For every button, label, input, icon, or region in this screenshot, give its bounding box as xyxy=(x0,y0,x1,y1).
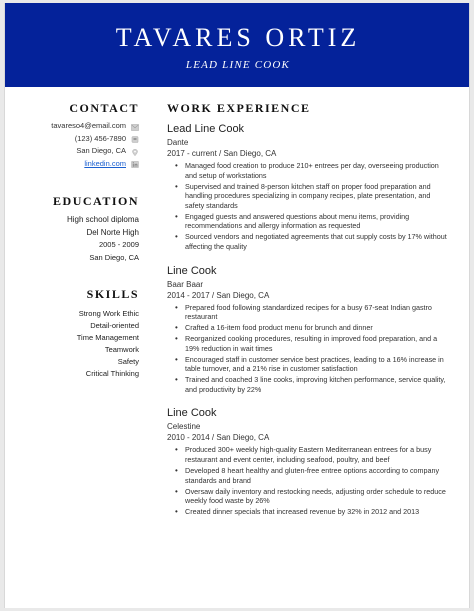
candidate-name: TAVARES ORTIZ xyxy=(115,23,361,52)
job-bullet: • Trained and coached 3 line cooks, improving kitchen performance, service quality, and productivity by 22% xyxy=(171,375,447,394)
email-text: tavareso4@email.com xyxy=(51,121,126,130)
job-company: Celestine xyxy=(167,422,201,432)
skill-item: Safety xyxy=(117,357,139,366)
skills-list xyxy=(15,308,139,380)
work-experience-heading: WORK EXPERIENCE xyxy=(167,101,311,115)
job-bullet: • Reorganized cooking procedures, resulting in improved food preparation, and a 19% reduction in wait times xyxy=(171,334,447,353)
education-years: 2005 - 2009 xyxy=(98,240,139,249)
education-location: San Diego, CA xyxy=(89,252,139,262)
job-bullet: • Crafted a 16-item food product menu for brunch and dinner xyxy=(171,323,447,333)
right-column xyxy=(167,100,447,518)
job-bullet: • Engaged guests and answered questions about menu items, providing recommendations and allergy information as requested xyxy=(171,212,447,231)
envelope-icon xyxy=(131,123,139,130)
job-dates-location: 2014 - 2017 / San Diego, CA xyxy=(167,290,270,300)
contact-heading: CONTACT xyxy=(69,101,139,115)
job-bullets xyxy=(171,303,447,395)
job-bullet: • Produced 300+ weekly high-quality Eastern Mediterranean entrees for a busy restaurant and event center, including seafood, poultry, and beef xyxy=(171,445,447,464)
education-school: Del Norte High xyxy=(86,227,139,237)
contact-email xyxy=(15,120,139,133)
job-company: Baar Baar xyxy=(167,279,204,289)
skill-item: Detail-oriented xyxy=(90,321,139,330)
left-column xyxy=(15,100,139,380)
skill-item: Strong Work Ethic xyxy=(78,309,139,318)
job-bullet: • Supervised and trained 8-person kitchen staff on proper food preparation and handling procedures specializing in company recipes, plate presentation, and safety standards xyxy=(171,182,447,211)
phone-text: (123) 456-7890 xyxy=(74,133,126,143)
job-bullets xyxy=(171,161,447,252)
job-title: Line Cook xyxy=(167,407,217,420)
contact-phone xyxy=(15,133,139,146)
job-bullet: • Oversaw daily inventory and restocking needs, adjusting order schedule to reduce weekly food waste by 26% xyxy=(171,487,447,506)
job-bullet: • Prepared food following standardized recipes for a busy 67-seat Indian gastro restaurant xyxy=(171,303,447,322)
job-bullets xyxy=(171,445,447,516)
contact-block xyxy=(15,120,139,170)
skill-item: Time Management xyxy=(76,333,139,342)
job-bullet: • Encouraged staff in customer service best practices, leading to a 16% increase in table turnover, and a 21% rise in customer satisfaction xyxy=(171,355,447,374)
location-text: San Diego, CA xyxy=(76,146,126,155)
phone-icon xyxy=(131,135,139,142)
contact-location xyxy=(15,145,139,158)
candidate-title: LEAD LINE COOK xyxy=(185,59,291,71)
education-block xyxy=(15,214,139,264)
job-entry xyxy=(167,264,447,395)
linkedin-link[interactable]: linkedin.com xyxy=(84,158,126,168)
location-pin-icon xyxy=(131,148,139,155)
job-entry xyxy=(167,406,447,516)
job-bullet: • Created dinner specials that increased revenue by 32% in 2012 and 2013 xyxy=(171,507,447,517)
contact-linkedin xyxy=(15,158,139,171)
job-company: Dante xyxy=(167,138,189,147)
job-dates-location: 2017 - current / San Diego, CA xyxy=(167,149,277,158)
job-entry xyxy=(167,122,447,252)
job-dates-location: 2010 - 2014 / San Diego, CA xyxy=(167,433,270,443)
education-degree: High school diploma xyxy=(66,215,139,224)
skills-heading: SKILLS xyxy=(86,287,139,301)
skill-item: Critical Thinking xyxy=(85,369,139,378)
linkedin-icon xyxy=(131,160,139,167)
skill-item: Teamwork xyxy=(104,345,139,354)
job-bullet: • Managed food creation to produce 210+ entrees per day, overseeing production and setup of workstations xyxy=(171,161,447,180)
job-bullet: • Sourced vendors and negotiated agreements that cut supply costs by 17% without affecting the quality xyxy=(171,232,447,251)
education-heading: EDUCATION xyxy=(53,194,139,208)
resume-header xyxy=(5,3,470,87)
job-title: Lead Line Cook xyxy=(167,123,245,135)
job-title: Line Cook xyxy=(167,264,217,277)
resume-page xyxy=(4,3,470,608)
job-bullet: • Developed 8 heart healthy and gluten-free entree options according to company standards and brand xyxy=(171,466,447,485)
